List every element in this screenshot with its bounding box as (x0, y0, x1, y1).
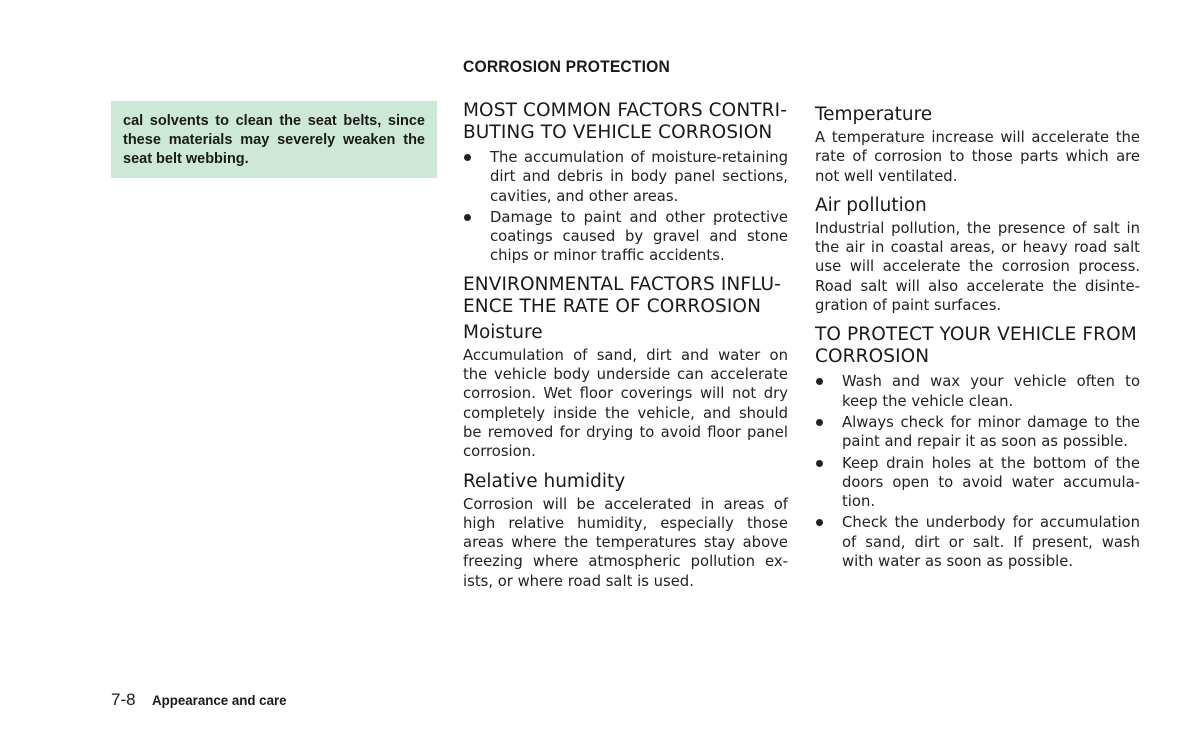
chapter-title: Appearance and care (152, 692, 287, 708)
heading-line: ENCE THE RATE OF CORROSION (463, 295, 762, 317)
right-column (815, 100, 1140, 573)
list-item-text: Check the underbody for accumulation of sand, dirt or salt. If present, wash with water as soon as possible. (842, 514, 1140, 571)
heading-environmental-factors (463, 274, 788, 318)
heading-line: CORROSION (815, 346, 930, 368)
heading-line: MOST COMMON FACTORS CONTRI- (463, 100, 787, 121)
paragraph-air-pollution: Industrial pollution, the presence of salt in the air in coastal areas, or heavy road salt use will accelerate the corrosion process. Road salt will also accelerate the disinte-gration of paint surfaces. (815, 219, 1140, 315)
factors-list (463, 148, 788, 266)
subheading-air-pollution: Air pollution (815, 194, 927, 216)
list-item-text: Damage to paint and other protective coatings caused by gravel and stone chips or minor traffic accidents. (490, 208, 788, 265)
bullet-icon (816, 419, 823, 426)
heading-line: TO PROTECT YOUR VEHICLE FROM (815, 324, 1137, 346)
page-footer (111, 690, 294, 710)
list-item-text: Always check for minor damage to the paint and repair it as soon as possible. (842, 413, 1140, 451)
list-item (815, 372, 1140, 411)
subheading-temperature: Temperature (815, 104, 933, 125)
protect-list (815, 372, 1140, 571)
heading-line: BUTING TO VEHICLE CORROSION (463, 122, 773, 143)
list-item-text: Wash and wax your vehicle often to keep the vehicle clean. (842, 373, 1140, 410)
bullet-icon (816, 519, 823, 526)
list-item-text: Keep drain holes at the bottom of the doors open to avoid water accumula-tion. (842, 454, 1140, 511)
heading-line: ENVIRONMENTAL FACTORS INFLU- (463, 273, 781, 295)
paragraph-moisture: Accumulation of sand, dirt and water on the vehicle body underside can accelerate corrosion. Wet floor coverings will not dry completely inside the vehicle, and should be removed for drying to avoid floor panel corrosion. (463, 346, 788, 461)
warning-box-continuation (111, 101, 437, 178)
list-item (815, 513, 1140, 571)
paragraph-relative-humidity: Corrosion will be accelerated in areas of high relative humidity, especially those areas where the temperatures stay above freezing where atmospheric pollution ex-ists, or where road salt is used. (463, 495, 788, 590)
bullet-icon (816, 378, 823, 385)
middle-column (463, 100, 788, 591)
paragraph-temperature: A temperature increase will accelerate the rate of corrosion to those parts which are not well ventilated. (815, 129, 1140, 185)
page-number: 7-8 (111, 690, 136, 709)
warning-text: cal solvents to clean the seat belts, since these materials may severely weaken the seat belt webbing. (123, 113, 425, 167)
bullet-icon (816, 460, 823, 467)
list-item-text: The accumulation of moisture-retaining dirt and debris in body panel sections, cavities, and other areas. (490, 149, 788, 205)
subheading-relative-humidity: Relative humidity (463, 470, 626, 492)
bullet-icon (464, 214, 471, 221)
heading-corrosion-factors (463, 100, 788, 144)
section-title: CORROSION PROTECTION (463, 57, 671, 76)
list-item (463, 148, 788, 206)
subheading-moisture: Moisture (463, 321, 543, 343)
heading-protect-vehicle (815, 324, 1140, 368)
list-item (815, 413, 1140, 452)
bullet-icon (464, 154, 471, 161)
list-item (815, 454, 1140, 512)
list-item (463, 208, 788, 266)
